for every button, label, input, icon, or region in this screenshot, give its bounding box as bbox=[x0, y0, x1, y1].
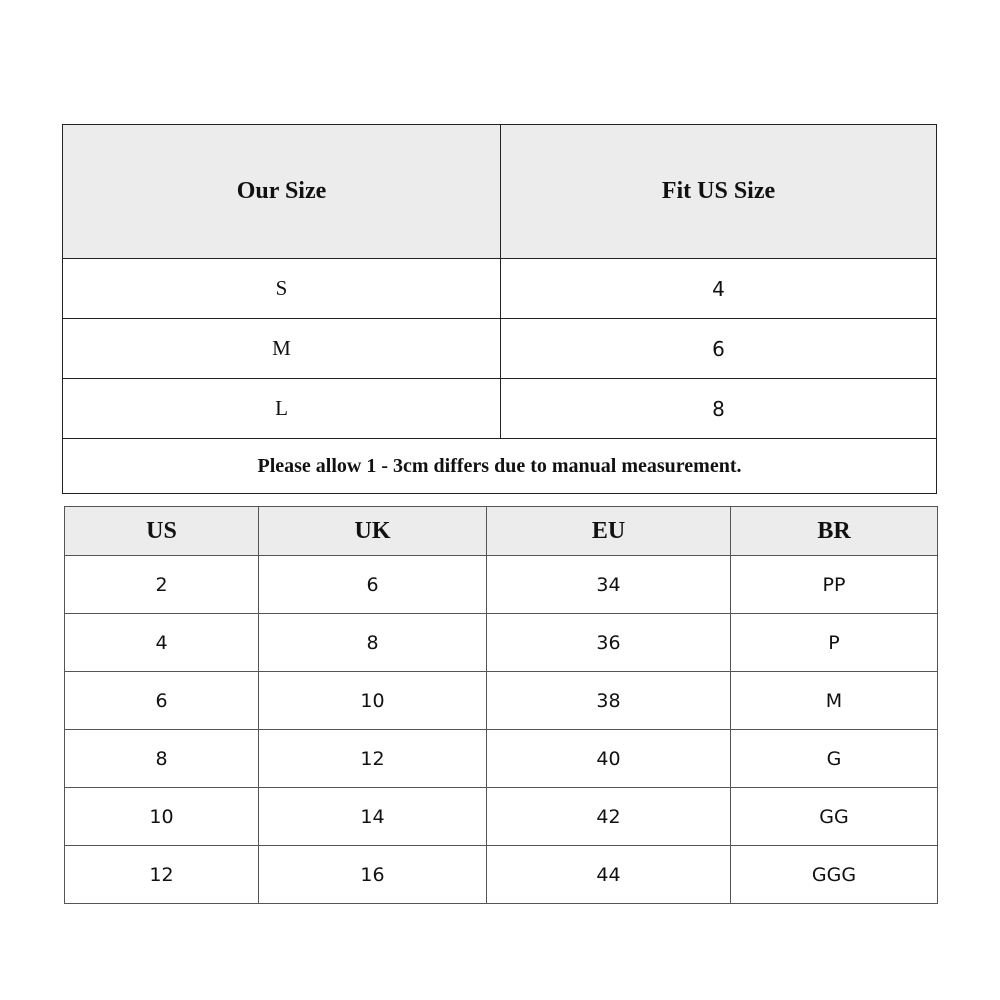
us-cell: 2 bbox=[65, 556, 259, 614]
measurement-note: Please allow 1 - 3cm differs due to manual measurement. bbox=[63, 439, 937, 494]
us-cell: 8 bbox=[65, 730, 259, 788]
br-cell: GG bbox=[731, 788, 938, 846]
uk-cell: 12 bbox=[259, 730, 487, 788]
uk-cell: 6 bbox=[259, 556, 487, 614]
uk-cell: 10 bbox=[259, 672, 487, 730]
header-br: BR bbox=[731, 507, 938, 556]
size-table bbox=[62, 124, 937, 494]
table-row bbox=[65, 672, 938, 730]
us-cell: 4 bbox=[65, 614, 259, 672]
table-row bbox=[65, 730, 938, 788]
our-size-cell: S bbox=[63, 259, 501, 319]
eu-cell: 40 bbox=[487, 730, 731, 788]
us-size-cell: 6 bbox=[501, 319, 937, 379]
table-row bbox=[65, 846, 938, 904]
our-size-cell: M bbox=[63, 319, 501, 379]
table-row bbox=[65, 556, 938, 614]
table-row bbox=[65, 614, 938, 672]
header-us: US bbox=[65, 507, 259, 556]
header-eu: EU bbox=[487, 507, 731, 556]
conversion-table bbox=[64, 506, 938, 904]
eu-cell: 44 bbox=[487, 846, 731, 904]
table-row bbox=[63, 319, 937, 379]
header-our-size: Our Size bbox=[63, 125, 501, 259]
eu-cell: 34 bbox=[487, 556, 731, 614]
us-size-cell: 8 bbox=[501, 379, 937, 439]
conversion-header-row bbox=[65, 507, 938, 556]
table-row bbox=[63, 379, 937, 439]
header-uk: UK bbox=[259, 507, 487, 556]
measurement-note-row bbox=[63, 439, 937, 494]
header-fit-us-size: Fit US Size bbox=[501, 125, 937, 259]
br-cell: P bbox=[731, 614, 938, 672]
eu-cell: 36 bbox=[487, 614, 731, 672]
table-row bbox=[63, 259, 937, 319]
our-size-cell: L bbox=[63, 379, 501, 439]
br-cell: G bbox=[731, 730, 938, 788]
uk-cell: 14 bbox=[259, 788, 487, 846]
us-cell: 10 bbox=[65, 788, 259, 846]
uk-cell: 16 bbox=[259, 846, 487, 904]
eu-cell: 42 bbox=[487, 788, 731, 846]
us-size-cell: 4 bbox=[501, 259, 937, 319]
eu-cell: 38 bbox=[487, 672, 731, 730]
size-table-header-row bbox=[63, 125, 937, 259]
us-cell: 12 bbox=[65, 846, 259, 904]
br-cell: GGG bbox=[731, 846, 938, 904]
us-cell: 6 bbox=[65, 672, 259, 730]
br-cell: M bbox=[731, 672, 938, 730]
br-cell: PP bbox=[731, 556, 938, 614]
uk-cell: 8 bbox=[259, 614, 487, 672]
table-row bbox=[65, 788, 938, 846]
